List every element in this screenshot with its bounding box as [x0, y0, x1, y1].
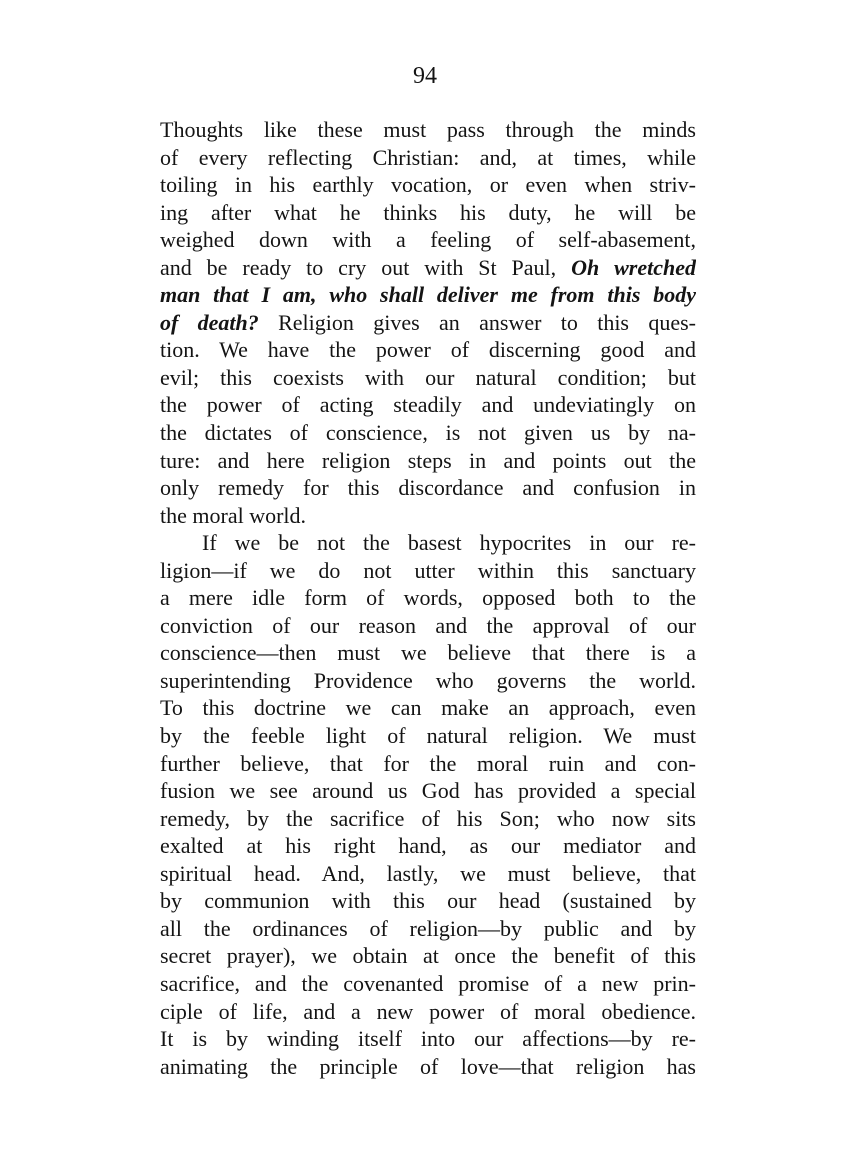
text-segment: Thoughts like these must pass through the minds	[160, 117, 696, 142]
text-segment: remedy, by the sacrifice of his Son; who now sits	[160, 805, 696, 831]
text-line	[160, 171, 696, 199]
text-segment: secret prayer), we obtain at once the benefit of this	[160, 943, 696, 969]
text-segment: To this doctrine we can make an approach, even	[160, 695, 696, 721]
text-segment: weighed down with a feeling of self-abasement,	[160, 227, 696, 253]
text-segment: conviction of our reason and the approval of our	[160, 612, 696, 638]
text-line	[160, 199, 696, 227]
text-line	[160, 419, 696, 447]
text-segment: sacrifice, and the covenanted promise of a new prin-	[160, 970, 696, 996]
text-segment: a mere idle form of words, opposed both to the	[160, 585, 696, 611]
text-line	[160, 722, 696, 750]
text-segment: the power of acting steadily and undeviatingly on	[160, 392, 696, 418]
text-segment: It is by winding itself into our affections—by re-	[160, 1026, 696, 1052]
text-segment: by communion with this our head (sustained by	[160, 888, 696, 914]
text-segment: the moral world.	[160, 502, 307, 528]
text-segment: by the feeble light of natural religion. We must	[160, 723, 696, 749]
text-line	[160, 805, 696, 833]
text-line	[160, 777, 696, 805]
text-segment: Religion gives an answer to this ques-	[258, 309, 696, 335]
text-line	[160, 529, 696, 557]
text-segment: ture: and here religion steps in and points out the	[160, 447, 696, 473]
text-segment: If we be not the basest hypocrites in our re-	[202, 530, 696, 556]
text-segment: only remedy for this discordance and confusion in	[160, 475, 696, 501]
text-line	[160, 144, 696, 172]
text-segment: conscience—then must we believe that there is a	[160, 640, 696, 666]
text-line	[160, 116, 696, 144]
text-line	[160, 364, 696, 392]
text-segment: ing after what he thinks his duty, he will be	[160, 199, 696, 225]
paragraph	[160, 116, 696, 529]
text-line	[160, 391, 696, 419]
italic-segment: Oh wretched	[571, 254, 696, 280]
text-segment: superintending Providence who governs the world.	[160, 667, 696, 693]
text-segment: toiling in his earthly vocation, or even when striv-	[160, 172, 696, 198]
text-line	[160, 915, 696, 943]
text-segment: fusion we see around us God has provided a special	[160, 778, 696, 804]
text-line	[160, 998, 696, 1026]
text-segment: all the ordinances of religion—by public and by	[160, 915, 696, 941]
text-line	[160, 694, 696, 722]
text-segment: and be ready to cry out with St Paul,	[160, 254, 572, 280]
text-line	[160, 750, 696, 778]
text-segment: spiritual head. And, lastly, we must believe, that	[160, 860, 696, 886]
text-line	[160, 860, 696, 888]
text-line	[160, 1025, 696, 1053]
text-line	[160, 557, 696, 585]
text-line	[160, 667, 696, 695]
paragraph	[160, 529, 696, 1080]
page-number: 94	[413, 63, 437, 89]
text-segment: the dictates of conscience, is not given us by na-	[160, 420, 696, 446]
body-text	[160, 116, 696, 1080]
text-line	[160, 254, 696, 282]
text-line	[160, 612, 696, 640]
text-line	[160, 639, 696, 667]
text-line	[160, 942, 696, 970]
text-segment: ciple of life, and a new power of moral obedience.	[160, 998, 696, 1024]
text-segment: evil; this coexists with our natural condition; but	[160, 364, 696, 390]
text-line	[160, 309, 696, 337]
text-line	[160, 336, 696, 364]
text-line	[160, 281, 696, 309]
text-line	[160, 887, 696, 915]
text-line	[160, 502, 696, 530]
text-line	[160, 447, 696, 475]
text-segment: animating the principle of love—that religion has	[160, 1053, 696, 1079]
text-line	[160, 970, 696, 998]
text-segment: of every reflecting Christian: and, at times, while	[160, 144, 696, 170]
text-line	[160, 474, 696, 502]
text-segment: exalted at his right hand, as our mediator and	[160, 833, 696, 859]
italic-segment: man that I am, who shall deliver me from this body	[160, 282, 696, 308]
text-segment: further believe, that for the moral ruin and con-	[160, 750, 696, 776]
text-segment: tion. We have the power of discerning good and	[160, 337, 696, 363]
text-line	[160, 584, 696, 612]
text-line	[160, 226, 696, 254]
text-line	[160, 832, 696, 860]
text-line	[160, 1053, 696, 1081]
italic-segment: of death?	[160, 309, 259, 335]
text-segment: ligion—if we do not utter within this sanctuary	[160, 557, 696, 583]
